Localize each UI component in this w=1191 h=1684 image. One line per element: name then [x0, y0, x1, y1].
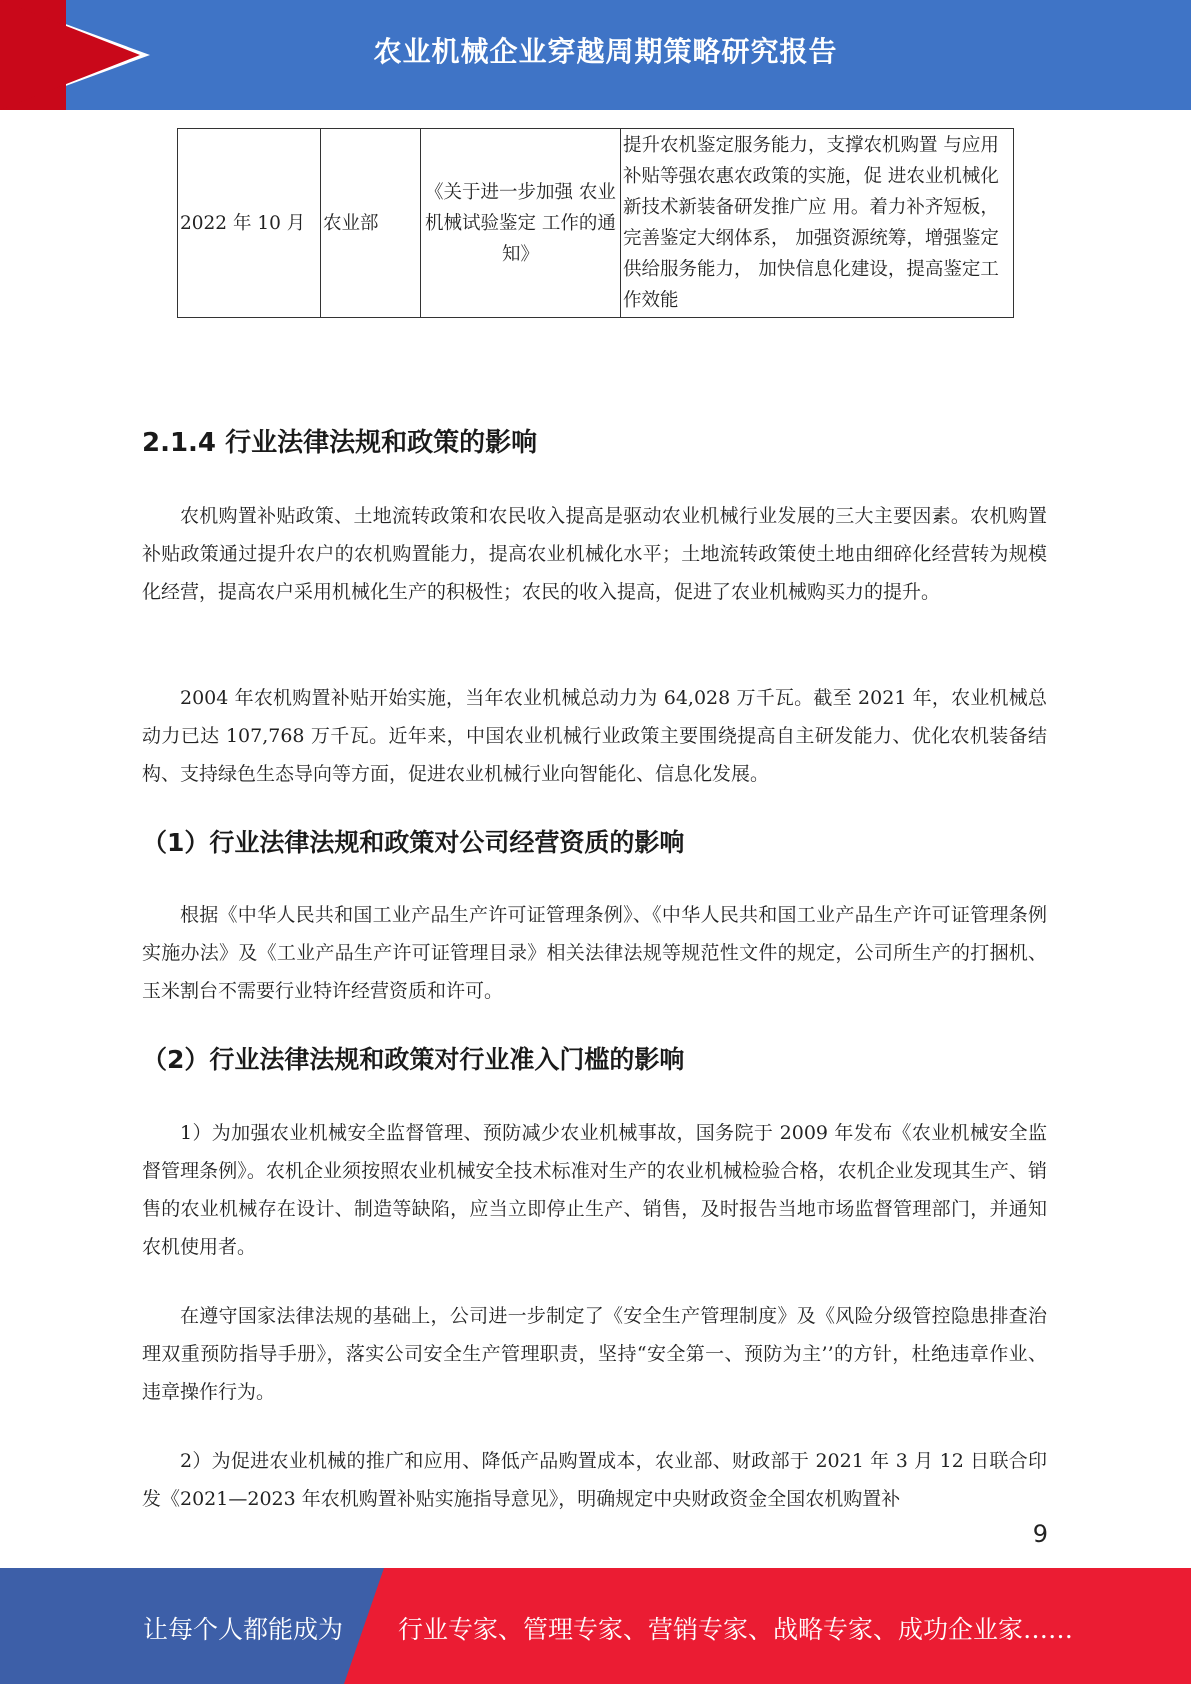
page-footer [0, 1568, 1191, 1684]
page-number: 9 [1032, 1520, 1048, 1548]
paragraph-safety-regulation: 1）为加强农业机械安全监督管理、预防减少农业机械事故，国务院于 2009 年发布《农业机械安全监督管理条例》。农机企业须按照农业机械安全技术标准对生产的农业机械检验合格，农机企业发现其生产、销售的农业机械存在设计、制造等缺陷，应当立即停止生产、销售，及时报告当地市场监督管理部门，并通知农机使用者。 [142, 1122, 1047, 1258]
table-cell-content: 提升农机鉴定服务能力，支撑农机购置 与应用补贴等强农惠农政策的实施，促 进农业机械化新技术新装备研发推广应 用。着力补齐短板，完善鉴定大纲体系， 加强资源统筹，增强鉴定供给服务能力， 加快信息化建设，提高鉴定工作效能 [621, 129, 1014, 318]
paragraph-subsidy: 2）为促进农业机械的推广和应用、降低产品购置成本，农业部、财政部于 2021 年 3 月 12 日联合印发《2021—2023 年农机购置补贴实施指导意见》，明确规定中央财政资金全国农机购置补 [142, 1450, 1047, 1510]
footer-slogan-left: 让每个人都能成为 [143, 1615, 344, 1644]
paragraph-history: 2004 年农机购置补贴开始实施，当年农业机械总动力为 64,028 万千瓦。截至 2021 年，农业机械总动力已达 107,768 万千瓦。近年来，中国农业机械行业政策主要围绕提高自主研发能力、优化农机装备结构、支持绿色生态导向等方面，促进农业机械行业向智能化、信息化发展。 [142, 687, 1047, 785]
policy-table [177, 128, 1014, 318]
paragraph-qualification: 根据《中华人民共和国工业产品生产许可证管理条例》、《中华人民共和国工业产品生产许可证管理条例实施办法》及《工业产品生产许可证管理目录》相关法律法规等规范性文件的规定，公司所生产的打捆机、玉米割台不需要行业特许经营资质和许可。 [142, 904, 1047, 1002]
paragraph-drivers: 农机购置补贴政策、土地流转政策和农民收入提高是驱动农业机械行业发展的三大主要因素。农机购置补贴政策通过提升农户的农机购置能力，提高农业机械化水平；土地流转政策使土地由细碎化经营转为规模化经营，提高农户采用机械化生产的积极性；农民的收入提高，促进了农业机械购买力的提升。 [142, 505, 1047, 603]
table-cell-date: 2022 年 10 月 [178, 129, 321, 318]
table-cell-department: 农业部 [321, 129, 421, 318]
footer-slogan-right: 行业专家、管理专家、营销专家、战略专家、成功企业家…… [398, 1615, 1074, 1644]
paragraph-company-policy: 在遵守国家法律法规的基础上，公司进一步制定了《安全生产管理制度》及《风险分级管控隐患排查治理双重预防指导手册》，落实公司安全生产管理职责，坚持“安全第一、预防为主’’的方针，杜绝违章作业、违章操作行为。 [142, 1305, 1047, 1403]
subheading-entry-threshold: （2）行业法律法规和政策对行业准入门槛的影响 [142, 1045, 685, 1074]
table-row [178, 129, 1014, 318]
subheading-qualification: （1）行业法律法规和政策对公司经营资质的影响 [142, 828, 685, 857]
report-title: 农业机械企业穿越周期策略研究报告 [373, 35, 838, 68]
page-header [0, 0, 1191, 110]
section-heading: 2.1.4 行业法律法规和政策的影响 [142, 428, 538, 458]
table-cell-document: 《关于进一步加强 农业机械试验鉴定 工作的通知》 [421, 129, 621, 318]
